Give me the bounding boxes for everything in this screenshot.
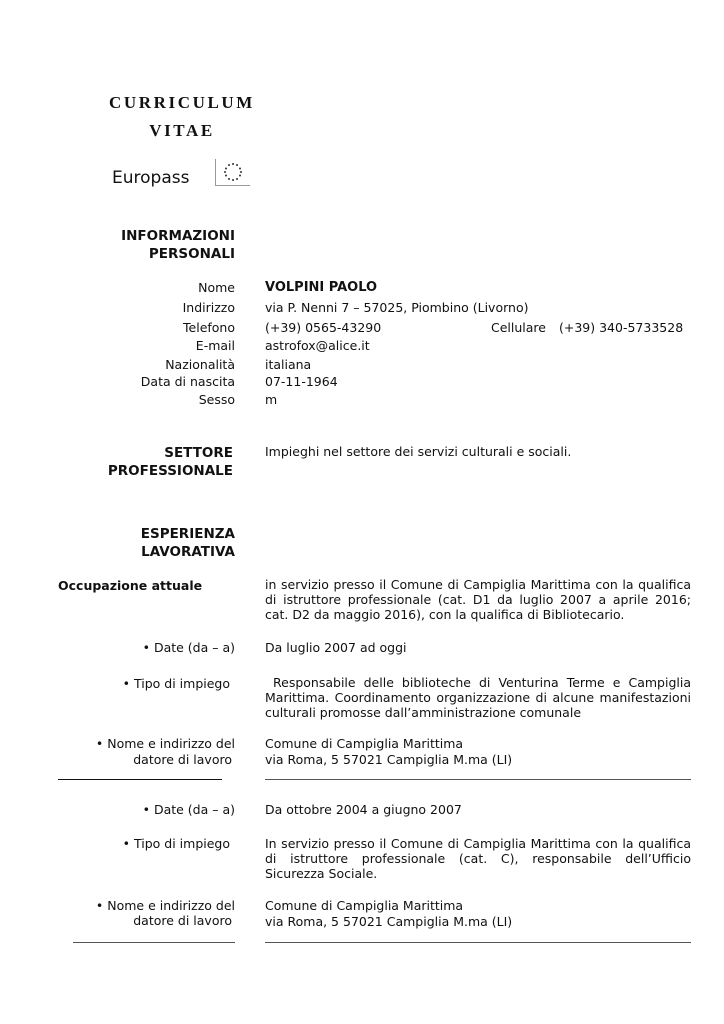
label-telefono: Telefono xyxy=(183,320,235,335)
europass-label: Europass xyxy=(112,168,190,188)
experience-heading-line2: LAVORATIVA xyxy=(141,544,235,560)
value-email: astrofox@alice.it xyxy=(265,338,370,353)
job1-employer-line2: via Roma, 5 57021 Campiglia M.ma (LI) xyxy=(265,752,513,767)
personal-heading-line1: INFORMAZIONI xyxy=(121,228,235,244)
value-telefono: (+39) 0565-43290 xyxy=(265,320,382,335)
divider-left-1 xyxy=(58,779,222,780)
value-nome: VOLPINI PAOLO xyxy=(265,280,378,295)
sector-heading-line2: PROFESSIONALE xyxy=(107,463,233,479)
value-indirizzo: via P. Nenni 7 – 57025, Piombino (Livorno) xyxy=(265,300,529,315)
sector-heading-line1: SETTORE xyxy=(164,445,233,461)
label-sesso: Sesso xyxy=(198,392,235,407)
job1-date-label: • Date (da – a) xyxy=(142,640,235,655)
current-occupation-text: in servizio presso il Comune di Campiglia Marittima con la qualifica di istruttore professionale (cat. D1 da luglio 2007 a aprile 2016; cat. D2 da maggio 2016), con la qualifica di Bibliotecario. xyxy=(265,577,691,622)
job1-date-value: Da luglio 2007 ad oggi xyxy=(265,640,407,655)
job2-type-value: In servizio presso il Comune di Campiglia Marittima con la qualifica di istruttore professionale (cat. C), responsabile dell’Ufficio Sicurezza Sociale. xyxy=(265,836,691,881)
divider-right-1 xyxy=(265,779,691,780)
label-indirizzo: Indirizzo xyxy=(182,300,235,315)
job1-employer-label-line1: • Nome e indirizzo del xyxy=(95,736,235,751)
value-nazionalita: italiana xyxy=(265,357,312,372)
job2-employer-line2: via Roma, 5 57021 Campiglia M.ma (LI) xyxy=(265,914,513,929)
job2-employer-line1: Comune di Campiglia Marittima xyxy=(265,898,464,913)
personal-heading-line2: PERSONALI xyxy=(148,246,235,262)
job1-type-label: • Tipo di impiego xyxy=(122,676,230,691)
label-data-nascita: Data di nascita xyxy=(140,374,235,389)
job2-type-label: • Tipo di impiego xyxy=(122,836,230,851)
job1-employer-label-line2: datore di lavoro xyxy=(133,752,232,767)
job2-date-value: Da ottobre 2004 a giugno 2007 xyxy=(265,802,462,817)
eu-stars-icon xyxy=(215,159,250,186)
job2-employer-label-line1: • Nome e indirizzo del xyxy=(95,898,235,913)
sector-text: Impieghi nel settore dei servizi culturali e sociali. xyxy=(265,444,572,459)
job2-employer-label-line2: datore di lavoro xyxy=(133,913,232,928)
divider-right-2 xyxy=(265,942,691,943)
current-occupation-label: Occupazione attuale xyxy=(58,578,203,593)
cv-title-line1: CURRICULUM xyxy=(109,93,255,112)
label-nazionalita: Nazionalità xyxy=(165,357,235,372)
experience-heading-line1: ESPERIENZA xyxy=(140,526,235,542)
value-data-nascita: 07-11-1964 xyxy=(265,374,338,389)
label-email: E-mail xyxy=(195,338,235,353)
cv-title-line2: VITAE xyxy=(149,121,215,140)
job1-employer-line1: Comune di Campiglia Marittima xyxy=(265,736,464,751)
job1-type-value: Responsabile delle biblioteche di Venturina Terme e Campiglia Marittima. Coordinamento organizzazione di alcune manifestazioni culturali promosse dall’amministrazione comunale xyxy=(265,675,691,720)
divider-left-2 xyxy=(73,942,235,943)
label-nome: Nome xyxy=(198,280,235,295)
label-cellulare: Cellulare xyxy=(491,320,546,335)
value-sesso: m xyxy=(265,392,278,407)
job2-date-label: • Date (da – a) xyxy=(142,802,235,817)
value-cellulare: (+39) 340-5733528 xyxy=(559,320,684,335)
